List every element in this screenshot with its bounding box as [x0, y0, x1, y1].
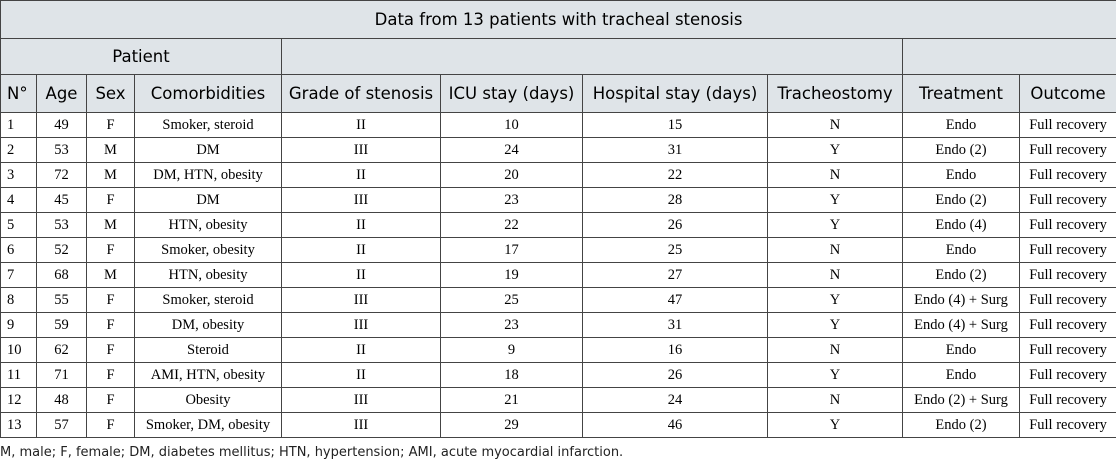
- cell-grade: III: [282, 188, 441, 213]
- cell-age: 48: [37, 388, 87, 413]
- cell-number: 1: [1, 113, 37, 138]
- cell-number: 5: [1, 213, 37, 238]
- cell-outcome: Full recovery: [1020, 163, 1116, 188]
- cell-outcome: Full recovery: [1020, 113, 1116, 138]
- cell-treatment: Endo (2): [903, 413, 1020, 438]
- cell-treatment: Endo: [903, 338, 1020, 363]
- cell-grade: II: [282, 163, 441, 188]
- cell-icu-stay: 21: [441, 388, 583, 413]
- cell-outcome: Full recovery: [1020, 263, 1116, 288]
- cell-outcome: Full recovery: [1020, 188, 1116, 213]
- table-row: [1, 163, 1116, 188]
- cell-grade: II: [282, 213, 441, 238]
- table-row: [1, 213, 1116, 238]
- cell-sex: M: [87, 263, 135, 288]
- cell-age: 72: [37, 163, 87, 188]
- cell-comorbidities: DM, obesity: [135, 313, 282, 338]
- cell-comorbidities: DM: [135, 188, 282, 213]
- cell-icu-stay: 29: [441, 413, 583, 438]
- cell-number: 8: [1, 288, 37, 313]
- cell-tracheostomy: Y: [768, 413, 903, 438]
- cell-number: 13: [1, 413, 37, 438]
- cell-treatment: Endo (2) + Surg: [903, 388, 1020, 413]
- cell-icu-stay: 9: [441, 338, 583, 363]
- cell-treatment: Endo: [903, 363, 1020, 388]
- cell-tracheostomy: N: [768, 113, 903, 138]
- cell-hospital-stay: 15: [583, 113, 768, 138]
- table-row: [1, 388, 1116, 413]
- cell-outcome: Full recovery: [1020, 388, 1116, 413]
- cell-age: 71: [37, 363, 87, 388]
- cell-icu-stay: 23: [441, 313, 583, 338]
- cell-sex: F: [87, 388, 135, 413]
- cell-age: 52: [37, 238, 87, 263]
- cell-number: 6: [1, 238, 37, 263]
- table-row: [1, 138, 1116, 163]
- table-title: Data from 13 patients with tracheal stenosis: [1, 1, 1116, 39]
- cell-treatment: Endo: [903, 238, 1020, 263]
- cell-treatment: Endo: [903, 163, 1020, 188]
- cell-treatment: Endo (2): [903, 138, 1020, 163]
- column-header-sex: Sex: [87, 75, 135, 113]
- cell-tracheostomy: N: [768, 238, 903, 263]
- table-row: [1, 238, 1116, 263]
- cell-comorbidities: Smoker, steroid: [135, 113, 282, 138]
- cell-hospital-stay: 16: [583, 338, 768, 363]
- cell-number: 2: [1, 138, 37, 163]
- column-header-hospital-stay: Hospital stay (days): [583, 75, 768, 113]
- column-header-age: Age: [37, 75, 87, 113]
- cell-number: 11: [1, 363, 37, 388]
- cell-treatment: Endo: [903, 113, 1020, 138]
- cell-number: 4: [1, 188, 37, 213]
- cell-age: 53: [37, 213, 87, 238]
- empty-group-header-right: [903, 39, 1116, 75]
- cell-number: 3: [1, 163, 37, 188]
- cell-comorbidities: HTN, obesity: [135, 213, 282, 238]
- cell-age: 53: [37, 138, 87, 163]
- cell-treatment: Endo (2): [903, 263, 1020, 288]
- cell-comorbidities: Steroid: [135, 338, 282, 363]
- cell-grade: II: [282, 338, 441, 363]
- column-header-number: N°: [1, 75, 37, 113]
- cell-tracheostomy: Y: [768, 213, 903, 238]
- cell-grade: II: [282, 238, 441, 263]
- cell-age: 55: [37, 288, 87, 313]
- cell-outcome: Full recovery: [1020, 413, 1116, 438]
- cell-grade: II: [282, 263, 441, 288]
- table-row: [1, 338, 1116, 363]
- cell-age: 68: [37, 263, 87, 288]
- cell-number: 10: [1, 338, 37, 363]
- cell-icu-stay: 23: [441, 188, 583, 213]
- table-row: [1, 288, 1116, 313]
- cell-comorbidities: HTN, obesity: [135, 263, 282, 288]
- patient-group-header: Patient: [1, 39, 282, 75]
- cell-hospital-stay: 27: [583, 263, 768, 288]
- cell-number: 12: [1, 388, 37, 413]
- cell-grade: III: [282, 313, 441, 338]
- cell-icu-stay: 22: [441, 213, 583, 238]
- table-row: [1, 188, 1116, 213]
- cell-tracheostomy: Y: [768, 363, 903, 388]
- column-header-icu-stay: ICU stay (days): [441, 75, 583, 113]
- cell-outcome: Full recovery: [1020, 363, 1116, 388]
- cell-outcome: Full recovery: [1020, 213, 1116, 238]
- column-header-treatment: Treatment: [903, 75, 1020, 113]
- table-row: [1, 263, 1116, 288]
- cell-hospital-stay: 22: [583, 163, 768, 188]
- cell-outcome: Full recovery: [1020, 138, 1116, 163]
- cell-tracheostomy: N: [768, 263, 903, 288]
- cell-treatment: Endo (4) + Surg: [903, 288, 1020, 313]
- cell-sex: F: [87, 313, 135, 338]
- cell-treatment: Endo (2): [903, 188, 1020, 213]
- cell-outcome: Full recovery: [1020, 338, 1116, 363]
- cell-age: 59: [37, 313, 87, 338]
- cell-sex: F: [87, 288, 135, 313]
- cell-hospital-stay: 26: [583, 213, 768, 238]
- column-header-comorbidities: Comorbidities: [135, 75, 282, 113]
- cell-sex: F: [87, 363, 135, 388]
- table-row: [1, 113, 1116, 138]
- cell-grade: III: [282, 288, 441, 313]
- cell-hospital-stay: 46: [583, 413, 768, 438]
- cell-treatment: Endo (4) + Surg: [903, 313, 1020, 338]
- cell-tracheostomy: Y: [768, 288, 903, 313]
- cell-icu-stay: 20: [441, 163, 583, 188]
- cell-hospital-stay: 47: [583, 288, 768, 313]
- cell-comorbidities: DM: [135, 138, 282, 163]
- column-header-outcome: Outcome: [1020, 75, 1116, 113]
- table-footnote: M, male; F, female; DM, diabetes mellitus; HTN, hypertension; AMI, acute myocardial infarction.: [0, 445, 624, 460]
- cell-sex: F: [87, 113, 135, 138]
- cell-hospital-stay: 31: [583, 138, 768, 163]
- cell-treatment: Endo (4): [903, 213, 1020, 238]
- cell-sex: F: [87, 188, 135, 213]
- cell-icu-stay: 17: [441, 238, 583, 263]
- cell-icu-stay: 25: [441, 288, 583, 313]
- cell-sex: M: [87, 163, 135, 188]
- cell-tracheostomy: N: [768, 163, 903, 188]
- cell-icu-stay: 24: [441, 138, 583, 163]
- table-body: [1, 113, 1116, 438]
- cell-outcome: Full recovery: [1020, 313, 1116, 338]
- cell-icu-stay: 18: [441, 363, 583, 388]
- cell-tracheostomy: Y: [768, 313, 903, 338]
- cell-hospital-stay: 31: [583, 313, 768, 338]
- cell-outcome: Full recovery: [1020, 238, 1116, 263]
- cell-icu-stay: 10: [441, 113, 583, 138]
- cell-hospital-stay: 24: [583, 388, 768, 413]
- cell-age: 57: [37, 413, 87, 438]
- cell-grade: III: [282, 138, 441, 163]
- cell-age: 62: [37, 338, 87, 363]
- cell-outcome: Full recovery: [1020, 288, 1116, 313]
- cell-icu-stay: 19: [441, 263, 583, 288]
- cell-grade: II: [282, 363, 441, 388]
- cell-comorbidities: Smoker, obesity: [135, 238, 282, 263]
- table-row: [1, 313, 1116, 338]
- cell-tracheostomy: Y: [768, 188, 903, 213]
- cell-tracheostomy: N: [768, 388, 903, 413]
- cell-sex: M: [87, 138, 135, 163]
- cell-number: 7: [1, 263, 37, 288]
- cell-grade: II: [282, 113, 441, 138]
- cell-comorbidities: AMI, HTN, obesity: [135, 363, 282, 388]
- cell-grade: III: [282, 413, 441, 438]
- cell-comorbidities: Obesity: [135, 388, 282, 413]
- cell-sex: F: [87, 413, 135, 438]
- cell-comorbidities: Smoker, steroid: [135, 288, 282, 313]
- cell-tracheostomy: Y: [768, 138, 903, 163]
- cell-hospital-stay: 26: [583, 363, 768, 388]
- table-row: [1, 413, 1116, 438]
- cell-grade: III: [282, 388, 441, 413]
- cell-comorbidities: DM, HTN, obesity: [135, 163, 282, 188]
- column-header-tracheostomy: Tracheostomy: [768, 75, 903, 113]
- cell-sex: M: [87, 213, 135, 238]
- table-row: [1, 363, 1116, 388]
- cell-number: 9: [1, 313, 37, 338]
- cell-comorbidities: Smoker, DM, obesity: [135, 413, 282, 438]
- cell-age: 45: [37, 188, 87, 213]
- cell-hospital-stay: 28: [583, 188, 768, 213]
- empty-group-header: [282, 39, 903, 75]
- cell-tracheostomy: N: [768, 338, 903, 363]
- cell-sex: F: [87, 338, 135, 363]
- column-header-grade: Grade of stenosis: [282, 75, 441, 113]
- cell-sex: F: [87, 238, 135, 263]
- cell-hospital-stay: 25: [583, 238, 768, 263]
- cell-age: 49: [37, 113, 87, 138]
